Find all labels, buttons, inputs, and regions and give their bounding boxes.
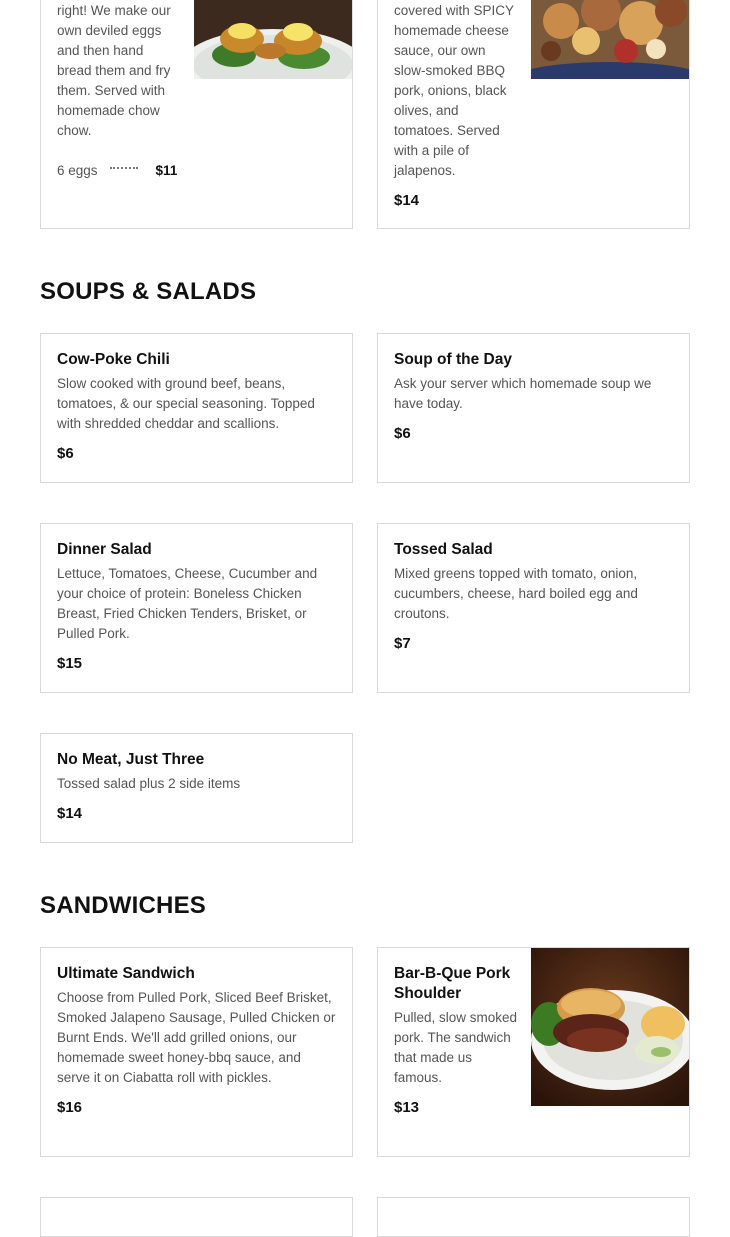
item-description: Choose from Pulled Pork, Sliced Beef Brisket, Smoked Jalapeno Sausage, Pulled Chicken or Burnt Ends. We'll add grilled onions, our homemade sweet honey-bbq sauce, and serve it on Ciabatta roll with pickles.: [57, 990, 336, 1085]
variant-price: $11: [155, 163, 178, 178]
item-description: covered with SPICY homemade cheese sauce, our own slow-smoked BBQ pork, onions, black olives, and tomatoes. Served with a pile of jalapenos.: [394, 3, 514, 178]
item-title: Tossed Salad: [394, 541, 493, 558]
item-title: Dinner Salad: [57, 541, 152, 558]
item-title: Cow-Poke Chili: [57, 351, 170, 368]
menu-card-ultimate-sandwich[interactable]: [40, 947, 353, 1157]
item-title: Bar-B-Que Pork Shoulder: [394, 965, 511, 1002]
item-description: Tossed salad plus 2 side items: [57, 776, 241, 791]
menu-card-bbq-pork-shoulder[interactable]: [377, 947, 690, 1157]
menu-card-no-meat-just-three[interactable]: [40, 733, 353, 843]
item-price: $15: [57, 655, 83, 672]
menu-card-tossed-salad[interactable]: [377, 523, 690, 693]
item-price: $13: [394, 1099, 420, 1116]
bbq-nachos-photo[interactable]: [531, 0, 689, 79]
item-title: Soup of the Day: [394, 351, 512, 368]
menu-card-cow-poke-chili[interactable]: [40, 333, 353, 483]
item-title: Ultimate Sandwich: [57, 965, 195, 982]
item-price: $7: [394, 635, 411, 652]
pulled-pork-sandwich-photo[interactable]: [531, 948, 689, 1106]
menu-card-dinner-salad[interactable]: [40, 523, 353, 693]
item-title: No Meat, Just Three: [57, 751, 205, 768]
item-description: Pulled, slow smoked pork. The sandwich that made us famous.: [394, 1010, 518, 1085]
section-heading-sandwiches: SANDWICHES: [40, 892, 207, 919]
item-price: $6: [394, 425, 411, 442]
item-description: Lettuce, Tomatoes, Cheese, Cucumber and your choice of protein: Boneless Chicken Breast, Fried Chicken Tenders, Brisket, or Pulled Pork.: [57, 566, 318, 641]
item-description: Ask your server which homemade soup we have today.: [394, 376, 652, 411]
item-price: $14: [394, 192, 420, 209]
variant-label: 6 eggs: [57, 163, 98, 178]
item-price: $16: [57, 1099, 83, 1116]
fried-deviled-eggs-photo[interactable]: [194, 0, 352, 79]
item-price: $14: [57, 805, 83, 822]
item-price: $6: [57, 445, 74, 462]
menu-card-fried-deviled-eggs[interactable]: [40, 0, 353, 229]
item-description: Mixed greens topped with tomato, onion, cucumbers, cheese, hard boiled egg and croutons.: [394, 566, 638, 621]
dot-leader: [110, 167, 138, 169]
menu-card-soup-of-the-day[interactable]: [377, 333, 690, 483]
section-heading-soups-salads: SOUPS & SALADS: [40, 278, 257, 305]
price-variant-row: [57, 163, 177, 178]
menu-card-partial-left[interactable]: [40, 1197, 353, 1237]
item-description: Slow cooked with ground beef, beans, tomatoes, & our special seasoning. Topped with shredded cheddar and scallions.: [57, 376, 315, 431]
item-description: right! We make our own deviled eggs and then hand bread them and fry them. Served with homemade chow chow.: [57, 3, 171, 138]
menu-card-partial-right[interactable]: [377, 1197, 690, 1237]
menu-card-bbq-nachos[interactable]: [377, 0, 690, 229]
